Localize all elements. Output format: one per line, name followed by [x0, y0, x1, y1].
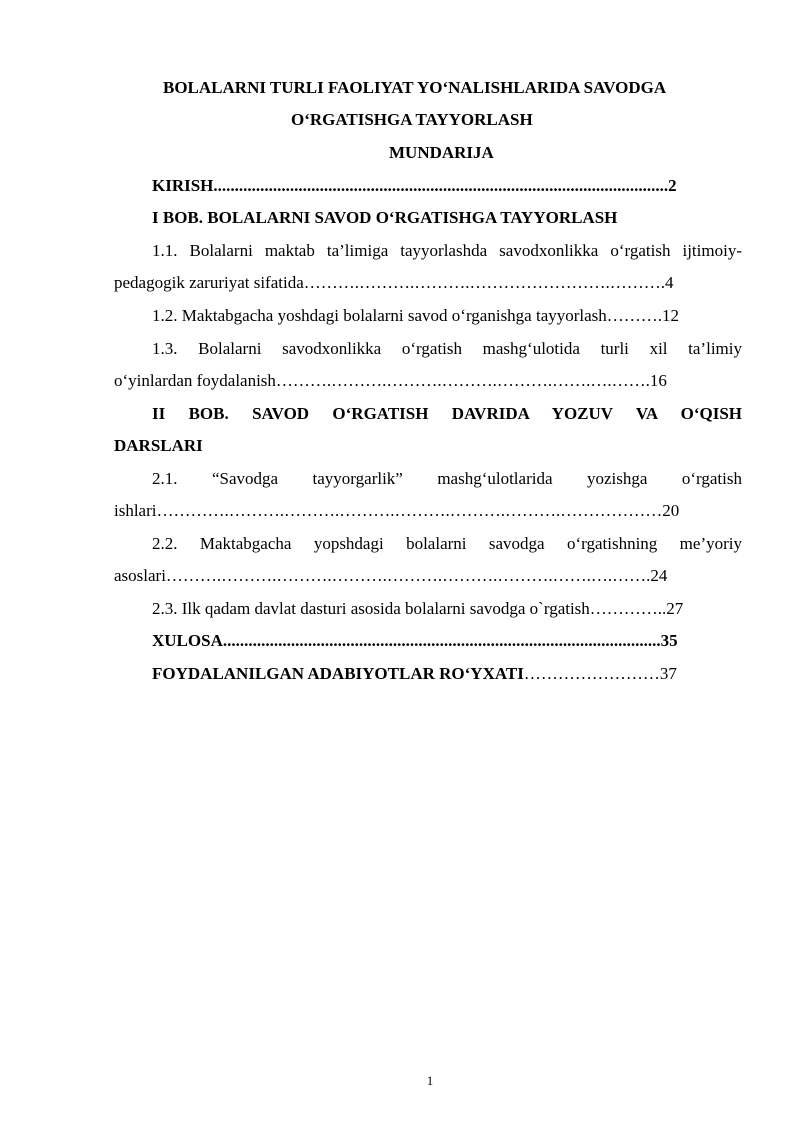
toc-entry-1-3-line1[interactable]: 1.3. Bolalarni savodxonlikka o‘rgatish mashg‘ulotida turli xil ta’limiy — [152, 339, 742, 358]
toc-entry-xulosa[interactable] — [152, 630, 742, 652]
toc-chapter-2-line1[interactable]: II BOB. SAVOD O‘RGATISH DAVRIDA YOZUV VA O‘QISH — [152, 404, 742, 423]
toc-kirish-text: KIRISH...........................................................................................................2 — [152, 176, 677, 195]
toc-entry-kirish[interactable] — [152, 175, 742, 197]
toc-entry-1-1-line1[interactable]: 1.1. Bolalarni maktab ta’limiga tayyorlashda savodxonlikka o‘rgatish ijtimoiy- — [152, 241, 742, 260]
title-line-1: BOLALARNI TURLI FAOLIYAT YO‘NALISHLARIDA SAVODGA — [163, 78, 667, 97]
page-number: 1 — [426, 1073, 434, 1088]
toc-references-dots: ……………………37 — [523, 664, 677, 683]
toc-entry-2-3[interactable]: 2.3. Ilk qadam davlat dasturi asosida bolalarni savodga o`rgatish…………..27 — [152, 599, 684, 618]
toc-chapter-1[interactable]: I BOB. BOLALARNI SAVOD O‘RGATISHGA TAYYORLASH — [152, 208, 618, 227]
toc-xulosa-text: XULOSA.......................................................................................................35 — [152, 631, 678, 650]
toc-references-label: FOYDALANILGAN ADABIYOTLAR RO‘YXATI — [152, 664, 524, 683]
title-line-2: O‘RGATISHGA TAYYORLASH — [291, 110, 533, 129]
toc-entry-1-1-line2[interactable]: pedagogik zaruriyat sifatida……….……….……….…………………….……….4 — [114, 273, 674, 292]
toc-entry-references[interactable] — [152, 663, 677, 685]
contents-heading: MUNDARIJA — [389, 143, 494, 162]
toc-chapter-2-line2[interactable]: DARSLARI — [114, 436, 203, 455]
toc-entry-2-1-line1[interactable]: 2.1. “Savodga tayyorgarlik” mashg‘ulotlarida yozishga o‘rgatish — [152, 469, 742, 488]
toc-entry-2-1-line2[interactable]: ishlari………….……….……….……….……….……….……….………………20 — [114, 501, 680, 520]
toc-entry-1-3-line2[interactable]: o‘yinlardan foydalanish……….……….……….……….……….…….….…….16 — [114, 371, 667, 390]
toc-entry-2-2-line1[interactable]: 2.2. Maktabgacha yopshdagi bolalarni savodga o‘rgatishning me’yoriy — [152, 534, 742, 553]
toc-entry-1-2[interactable]: 1.2. Maktabgacha yoshdagi bolalarni savod o‘rganishga tayyorlash……….12 — [152, 306, 680, 325]
toc-entry-2-2-line2[interactable]: asoslari……….……….……….……….……….……….……….…….….…….24 — [114, 566, 668, 585]
